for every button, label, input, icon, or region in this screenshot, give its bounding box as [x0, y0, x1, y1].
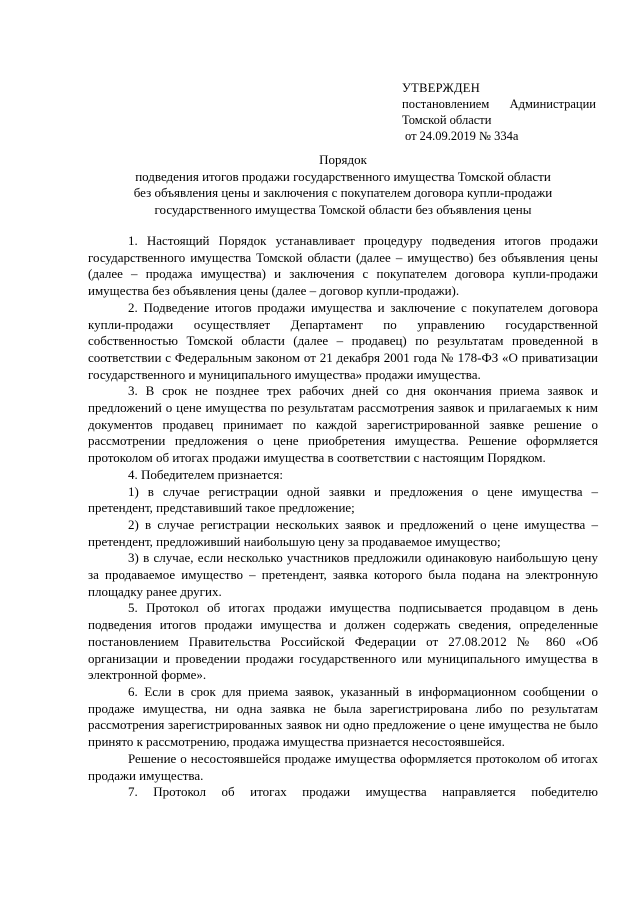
paragraph-2: 2. Подведение итогов продажи имущества и заключение с покупателем договора купли-продажи осуществляет Департамент по управлению государственной собственностью Томской области (далее – продавец) по результатам проведенной в соответствии с Федеральным законом от 21 декабря 2001 года № 178-ФЗ «О приватизации государственного и муниципального имущества» продажи имущества. — [88, 299, 598, 382]
paragraph-6-continuation: Решение о несостоявшейся продаже имущества оформляется протоколом об итогах продажи имущества. — [88, 750, 598, 783]
paragraph-7: 7. Протокол об итогах продажи имущества направляется победителю — [128, 784, 598, 800]
paragraph-6: 6. Если в срок для приема заявок, указанный в информационном сообщении о продаже имущества, ни одна заявка не была зарегистрирована либо по результатам рассмотрения зарегистрированных заявок ни одно предложение о цене имущества не было принято к рассмотрению, продажа имущества признается несостоявшейся. — [88, 683, 598, 750]
paragraph-1: 1. Настоящий Порядок устанавливает процедуру подведения итогов продажи государственного имущества Томской области (далее – имущество) без объявления цены (далее – продажа имущества) и заключения с покупателем договора купли-продажи имущества без объявления цены (далее – договор купли-продажи). — [88, 233, 598, 299]
paragraph-4: 4. Победителем признается: — [128, 466, 283, 482]
approval-title: УТВЕРЖДЕН — [402, 81, 481, 95]
paragraph-4-item-1: 1) в случае регистрации одной заявки и предложения о цене имущества – претендент, представивший такое предложение; — [88, 483, 598, 516]
document-heading: Порядок — [319, 152, 367, 167]
document-title-line-2: без объявления цены и заключения с покупателем договора купли-продажи — [133, 185, 553, 200]
document-title-line-1: подведения итогов продажи государственного имущества Томской области — [135, 168, 551, 184]
paragraph-3: 3. В срок не позднее трех рабочих дней со дня окончания приема заявок и предложений о цене имущества по результатам рассмотрения заявок и прилагаемых к ним документов продавец принимает по каждой зарегистрированной заявке решение о рассмотрении предложения о цене приобретения имущества. Решение оформляется протоколом об итогах продажи имущества в соответствии с настоящим Порядком. — [88, 383, 598, 466]
approval-line-region: Томской области — [402, 113, 492, 127]
approval-line-resolution: постановлением Администрации — [402, 97, 596, 111]
approval-line-date-number: от 24.09.2019 № 334а — [405, 129, 519, 143]
paragraph-5: 5. Протокол об итогах продажи имущества подписывается продавцом в день подведения итогов продажи имущества и должен содержать сведения, определенные постановлением Правительства Российской Федерации от 27.08.2012 № 860 «Об организации и проведении продажи государственного или муниципального имущества в электронной форме». — [88, 600, 598, 683]
document-body — [88, 233, 598, 801]
paragraph-4-item-3: 3) в случае, если несколько участников предложили одинаковую наибольшую цену за продаваемое имущество – претендент, заявка которого была подана на электронную площадку ранее других. — [88, 550, 598, 599]
document-title-block — [88, 152, 598, 218]
document-title-line-3: государственного имущества Томской области без объявления цены — [154, 201, 532, 217]
approval-stamp-block — [402, 80, 602, 144]
paragraph-4-item-2: 2) в случае регистрации нескольких заявок и предложений о цене имущества – претендент, предложивший наибольшую цену за продаваемое имущество; — [88, 516, 598, 549]
